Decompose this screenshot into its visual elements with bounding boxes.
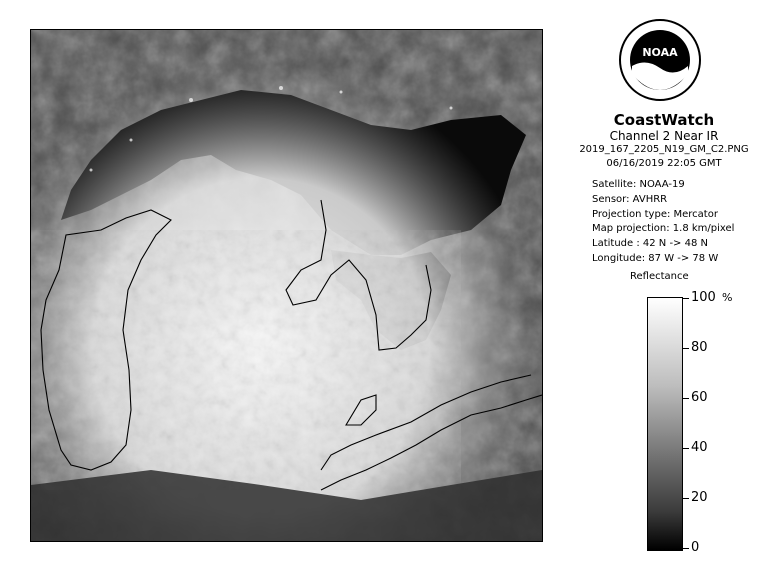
product-title: CoastWatch	[613, 111, 715, 129]
metadata-longitude: Longitude: 87 W -> 78 W	[592, 252, 719, 264]
colorbar-unit: %	[722, 291, 733, 304]
colorbar-title: Reflectance	[630, 271, 689, 282]
colorbar-tick-label: 100	[691, 290, 716, 305]
reflectance-colorbar	[647, 297, 683, 551]
satellite-image-map	[30, 29, 543, 542]
colorbar-tick	[683, 498, 689, 499]
metadata-sensor: Sensor: AVHRR	[592, 193, 668, 205]
colorbar-tick	[683, 298, 689, 299]
metadata-list	[592, 178, 734, 267]
metadata-latitude: Latitude : 42 N -> 48 N	[592, 238, 708, 250]
cloud-texture	[31, 230, 461, 490]
product-info	[566, 112, 762, 171]
file-name: 2019_167_2205_N19_GM_C2.PNG	[579, 144, 749, 155]
date-time: 06/16/2019 22:05 GMT	[606, 158, 722, 169]
channel-label: Channel 2 Near IR	[609, 129, 719, 143]
colorbar-tick	[683, 348, 689, 349]
noaa-logo	[618, 18, 702, 102]
metadata-map-projection: Map projection: 1.8 km/pixel	[592, 223, 735, 235]
noaa-logo-icon	[618, 18, 702, 102]
colorbar-tick-label: 0	[691, 540, 700, 555]
colorbar-tick-label: 40	[691, 440, 708, 455]
colorbar-tick	[683, 398, 689, 399]
colorbar-tick-label: 60	[691, 390, 708, 405]
colorbar-tick-label: 20	[691, 490, 708, 505]
metadata-satellite: Satellite: NOAA-19	[592, 179, 685, 190]
noaa-logo-text: NOAA	[642, 46, 678, 59]
colorbar-tick	[683, 448, 689, 449]
colorbar-tick-label: 80	[691, 340, 708, 355]
metadata-projection-type: Projection type: Mercator	[592, 208, 718, 220]
map-svg	[31, 30, 542, 541]
colorbar-tick	[683, 548, 689, 549]
